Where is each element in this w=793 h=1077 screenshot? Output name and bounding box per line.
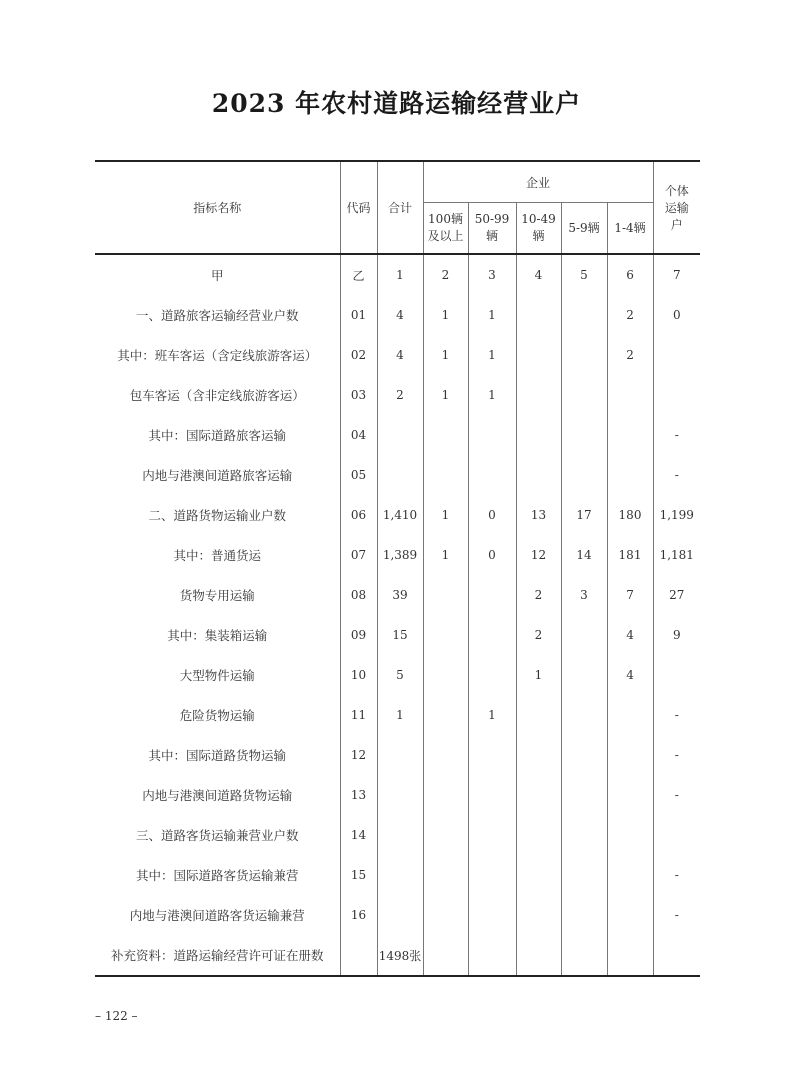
cell-100-plus xyxy=(423,855,468,895)
cell-1-4 xyxy=(607,455,653,495)
cell-100-plus: 1 xyxy=(423,495,468,535)
cell-individual xyxy=(653,655,700,695)
cell-individual: - xyxy=(653,455,700,495)
row-total xyxy=(377,415,423,455)
cell-1-4: 4 xyxy=(607,615,653,655)
cell-1-4 xyxy=(607,935,653,976)
table-row xyxy=(95,575,700,615)
row-code: 11 xyxy=(340,695,377,735)
row-code: 06 xyxy=(340,495,377,535)
row-total: 1 xyxy=(377,695,423,735)
row-code: 03 xyxy=(340,375,377,415)
header-50-99: 50-99 辆 xyxy=(468,203,516,255)
cell-5-9 xyxy=(561,695,607,735)
row-total: 39 xyxy=(377,575,423,615)
cell-100-plus xyxy=(423,415,468,455)
table-row xyxy=(95,335,700,375)
cell-50-99 xyxy=(468,455,516,495)
row-total xyxy=(377,815,423,855)
cell-1-4: 7 xyxy=(607,575,653,615)
row-name: 内地与港澳间道路客货运输兼营 xyxy=(95,895,340,935)
cell-individual xyxy=(653,375,700,415)
row-total: 5 xyxy=(377,655,423,695)
cell-10-49: 12 xyxy=(516,535,561,575)
table-row xyxy=(95,254,700,295)
row-name: 货物专用运输 xyxy=(95,575,340,615)
page-number: – 122 – xyxy=(95,1009,138,1023)
table-row xyxy=(95,695,700,735)
cell-50-99: 1 xyxy=(468,295,516,335)
cell-individual: - xyxy=(653,775,700,815)
row-name: 一、道路旅客运输经营业户数 xyxy=(95,295,340,335)
header-individual: 个体 运输 户 xyxy=(653,161,700,254)
cell-50-99 xyxy=(468,655,516,695)
row-name: 包车客运（含非定线旅游客运） xyxy=(95,375,340,415)
cell-50-99 xyxy=(468,775,516,815)
statistics-table xyxy=(95,160,700,977)
cell-100-plus xyxy=(423,895,468,935)
cell-individual: 9 xyxy=(653,615,700,655)
row-total xyxy=(377,775,423,815)
cell-5-9 xyxy=(561,615,607,655)
header-name: 指标名称 xyxy=(95,161,340,254)
row-total: 4 xyxy=(377,295,423,335)
cell-10-49 xyxy=(516,895,561,935)
cell-10-49 xyxy=(516,455,561,495)
table-row xyxy=(95,775,700,815)
cell-10-49 xyxy=(516,935,561,976)
table-row xyxy=(95,895,700,935)
row-total: 2 xyxy=(377,375,423,415)
row-name: 其中：国际道路客货运输兼营 xyxy=(95,855,340,895)
row-name: 内地与港澳间道路旅客运输 xyxy=(95,455,340,495)
row-name: 三、道路客货运输兼营业户数 xyxy=(95,815,340,855)
header-enterprise: 企业 xyxy=(423,161,653,203)
cell-5-9 xyxy=(561,375,607,415)
cell-5-9 xyxy=(561,415,607,455)
cell-1-4 xyxy=(607,775,653,815)
row-total: 4 xyxy=(377,335,423,375)
cell-10-49 xyxy=(516,815,561,855)
row-name: 其中：班车客运（含定线旅游客运） xyxy=(95,335,340,375)
cell-50-99: 1 xyxy=(468,375,516,415)
row-name: 其中：国际道路货物运输 xyxy=(95,735,340,775)
cell-10-49 xyxy=(516,415,561,455)
cell-1-4 xyxy=(607,895,653,935)
header-100-plus: 100辆 及以上 xyxy=(423,203,468,255)
header-code: 代码 xyxy=(340,161,377,254)
cell-5-9: 5 xyxy=(561,254,607,295)
cell-50-99: 1 xyxy=(468,695,516,735)
cell-5-9 xyxy=(561,775,607,815)
cell-10-49 xyxy=(516,335,561,375)
cell-10-49 xyxy=(516,855,561,895)
cell-10-49: 13 xyxy=(516,495,561,535)
row-code: 14 xyxy=(340,815,377,855)
header-10-49: 10-49 辆 xyxy=(516,203,561,255)
cell-10-49: 2 xyxy=(516,575,561,615)
cell-50-99 xyxy=(468,935,516,976)
cell-100-plus xyxy=(423,935,468,976)
cell-100-plus xyxy=(423,615,468,655)
row-name: 甲 xyxy=(95,254,340,295)
table-row xyxy=(95,615,700,655)
row-name: 危险货物运输 xyxy=(95,695,340,735)
cell-10-49: 2 xyxy=(516,615,561,655)
cell-10-49: 1 xyxy=(516,655,561,695)
cell-100-plus xyxy=(423,775,468,815)
cell-100-plus xyxy=(423,455,468,495)
row-code xyxy=(340,935,377,976)
row-name: 内地与港澳间道路货物运输 xyxy=(95,775,340,815)
cell-5-9 xyxy=(561,735,607,775)
row-total: 1 xyxy=(377,254,423,295)
cell-1-4: 4 xyxy=(607,655,653,695)
cell-1-4 xyxy=(607,855,653,895)
table-row xyxy=(95,295,700,335)
cell-50-99: 1 xyxy=(468,335,516,375)
row-code: 15 xyxy=(340,855,377,895)
row-code: 10 xyxy=(340,655,377,695)
cell-individual: 0 xyxy=(653,295,700,335)
cell-10-49 xyxy=(516,695,561,735)
row-code: 01 xyxy=(340,295,377,335)
cell-individual: 1,199 xyxy=(653,495,700,535)
header-5-9: 5-9辆 xyxy=(561,203,607,255)
cell-100-plus xyxy=(423,815,468,855)
cell-1-4: 181 xyxy=(607,535,653,575)
row-total: 1498张 xyxy=(377,935,423,976)
row-total xyxy=(377,895,423,935)
table-row xyxy=(95,935,700,976)
cell-1-4: 6 xyxy=(607,254,653,295)
table-row xyxy=(95,855,700,895)
header-1-4: 1-4辆 xyxy=(607,203,653,255)
cell-individual xyxy=(653,815,700,855)
cell-10-49 xyxy=(516,775,561,815)
row-code: 16 xyxy=(340,895,377,935)
cell-50-99 xyxy=(468,855,516,895)
cell-5-9 xyxy=(561,655,607,695)
cell-50-99 xyxy=(468,735,516,775)
header-total: 合计 xyxy=(377,161,423,254)
cell-individual: 27 xyxy=(653,575,700,615)
row-total: 1,410 xyxy=(377,495,423,535)
cell-100-plus xyxy=(423,655,468,695)
cell-individual xyxy=(653,335,700,375)
table-row xyxy=(95,455,700,495)
row-name: 其中：普通货运 xyxy=(95,535,340,575)
cell-10-49: 4 xyxy=(516,254,561,295)
row-code: 13 xyxy=(340,775,377,815)
row-code: 04 xyxy=(340,415,377,455)
cell-1-4 xyxy=(607,695,653,735)
cell-5-9 xyxy=(561,295,607,335)
cell-5-9 xyxy=(561,935,607,976)
cell-50-99: 3 xyxy=(468,254,516,295)
cell-50-99: 0 xyxy=(468,495,516,535)
cell-individual: - xyxy=(653,735,700,775)
cell-individual: - xyxy=(653,415,700,455)
cell-individual: - xyxy=(653,855,700,895)
cell-1-4: 180 xyxy=(607,495,653,535)
cell-100-plus xyxy=(423,735,468,775)
cell-1-4 xyxy=(607,375,653,415)
row-code: 02 xyxy=(340,335,377,375)
cell-5-9 xyxy=(561,895,607,935)
cell-1-4: 2 xyxy=(607,295,653,335)
cell-100-plus: 1 xyxy=(423,375,468,415)
cell-1-4: 2 xyxy=(607,335,653,375)
cell-1-4 xyxy=(607,735,653,775)
row-name: 其中：国际道路旅客运输 xyxy=(95,415,340,455)
cell-5-9 xyxy=(561,815,607,855)
row-code: 09 xyxy=(340,615,377,655)
table-row xyxy=(95,655,700,695)
cell-individual xyxy=(653,935,700,976)
cell-100-plus: 1 xyxy=(423,535,468,575)
cell-10-49 xyxy=(516,735,561,775)
cell-1-4 xyxy=(607,815,653,855)
cell-10-49 xyxy=(516,295,561,335)
page-title: 2023 年农村道路运输经营业户 xyxy=(211,89,582,118)
cell-50-99: 0 xyxy=(468,535,516,575)
row-total xyxy=(377,855,423,895)
row-name: 大型物件运输 xyxy=(95,655,340,695)
table-row xyxy=(95,535,700,575)
cell-5-9 xyxy=(561,855,607,895)
cell-100-plus: 2 xyxy=(423,254,468,295)
cell-5-9: 17 xyxy=(561,495,607,535)
cell-100-plus: 1 xyxy=(423,295,468,335)
row-name: 二、道路货物运输业户数 xyxy=(95,495,340,535)
row-total: 15 xyxy=(377,615,423,655)
cell-individual: - xyxy=(653,695,700,735)
cell-50-99 xyxy=(468,415,516,455)
cell-individual: 7 xyxy=(653,254,700,295)
row-total xyxy=(377,735,423,775)
row-total xyxy=(377,455,423,495)
cell-50-99 xyxy=(468,895,516,935)
cell-50-99 xyxy=(468,615,516,655)
cell-50-99 xyxy=(468,575,516,615)
row-code: 乙 xyxy=(340,254,377,295)
row-name: 其中：集装箱运输 xyxy=(95,615,340,655)
cell-5-9 xyxy=(561,455,607,495)
table-row xyxy=(95,735,700,775)
row-total: 1,389 xyxy=(377,535,423,575)
cell-individual: - xyxy=(653,895,700,935)
row-code: 08 xyxy=(340,575,377,615)
cell-5-9: 3 xyxy=(561,575,607,615)
table-row xyxy=(95,415,700,455)
cell-5-9: 14 xyxy=(561,535,607,575)
table-row xyxy=(95,815,700,855)
table-row xyxy=(95,495,700,535)
cell-100-plus xyxy=(423,575,468,615)
cell-100-plus: 1 xyxy=(423,335,468,375)
table-row xyxy=(95,375,700,415)
row-code: 05 xyxy=(340,455,377,495)
cell-100-plus xyxy=(423,695,468,735)
cell-1-4 xyxy=(607,415,653,455)
cell-5-9 xyxy=(561,335,607,375)
row-code: 12 xyxy=(340,735,377,775)
cell-individual: 1,181 xyxy=(653,535,700,575)
cell-50-99 xyxy=(468,815,516,855)
row-name: 补充资料：道路运输经营许可证在册数 xyxy=(95,935,340,976)
cell-10-49 xyxy=(516,375,561,415)
row-code: 07 xyxy=(340,535,377,575)
